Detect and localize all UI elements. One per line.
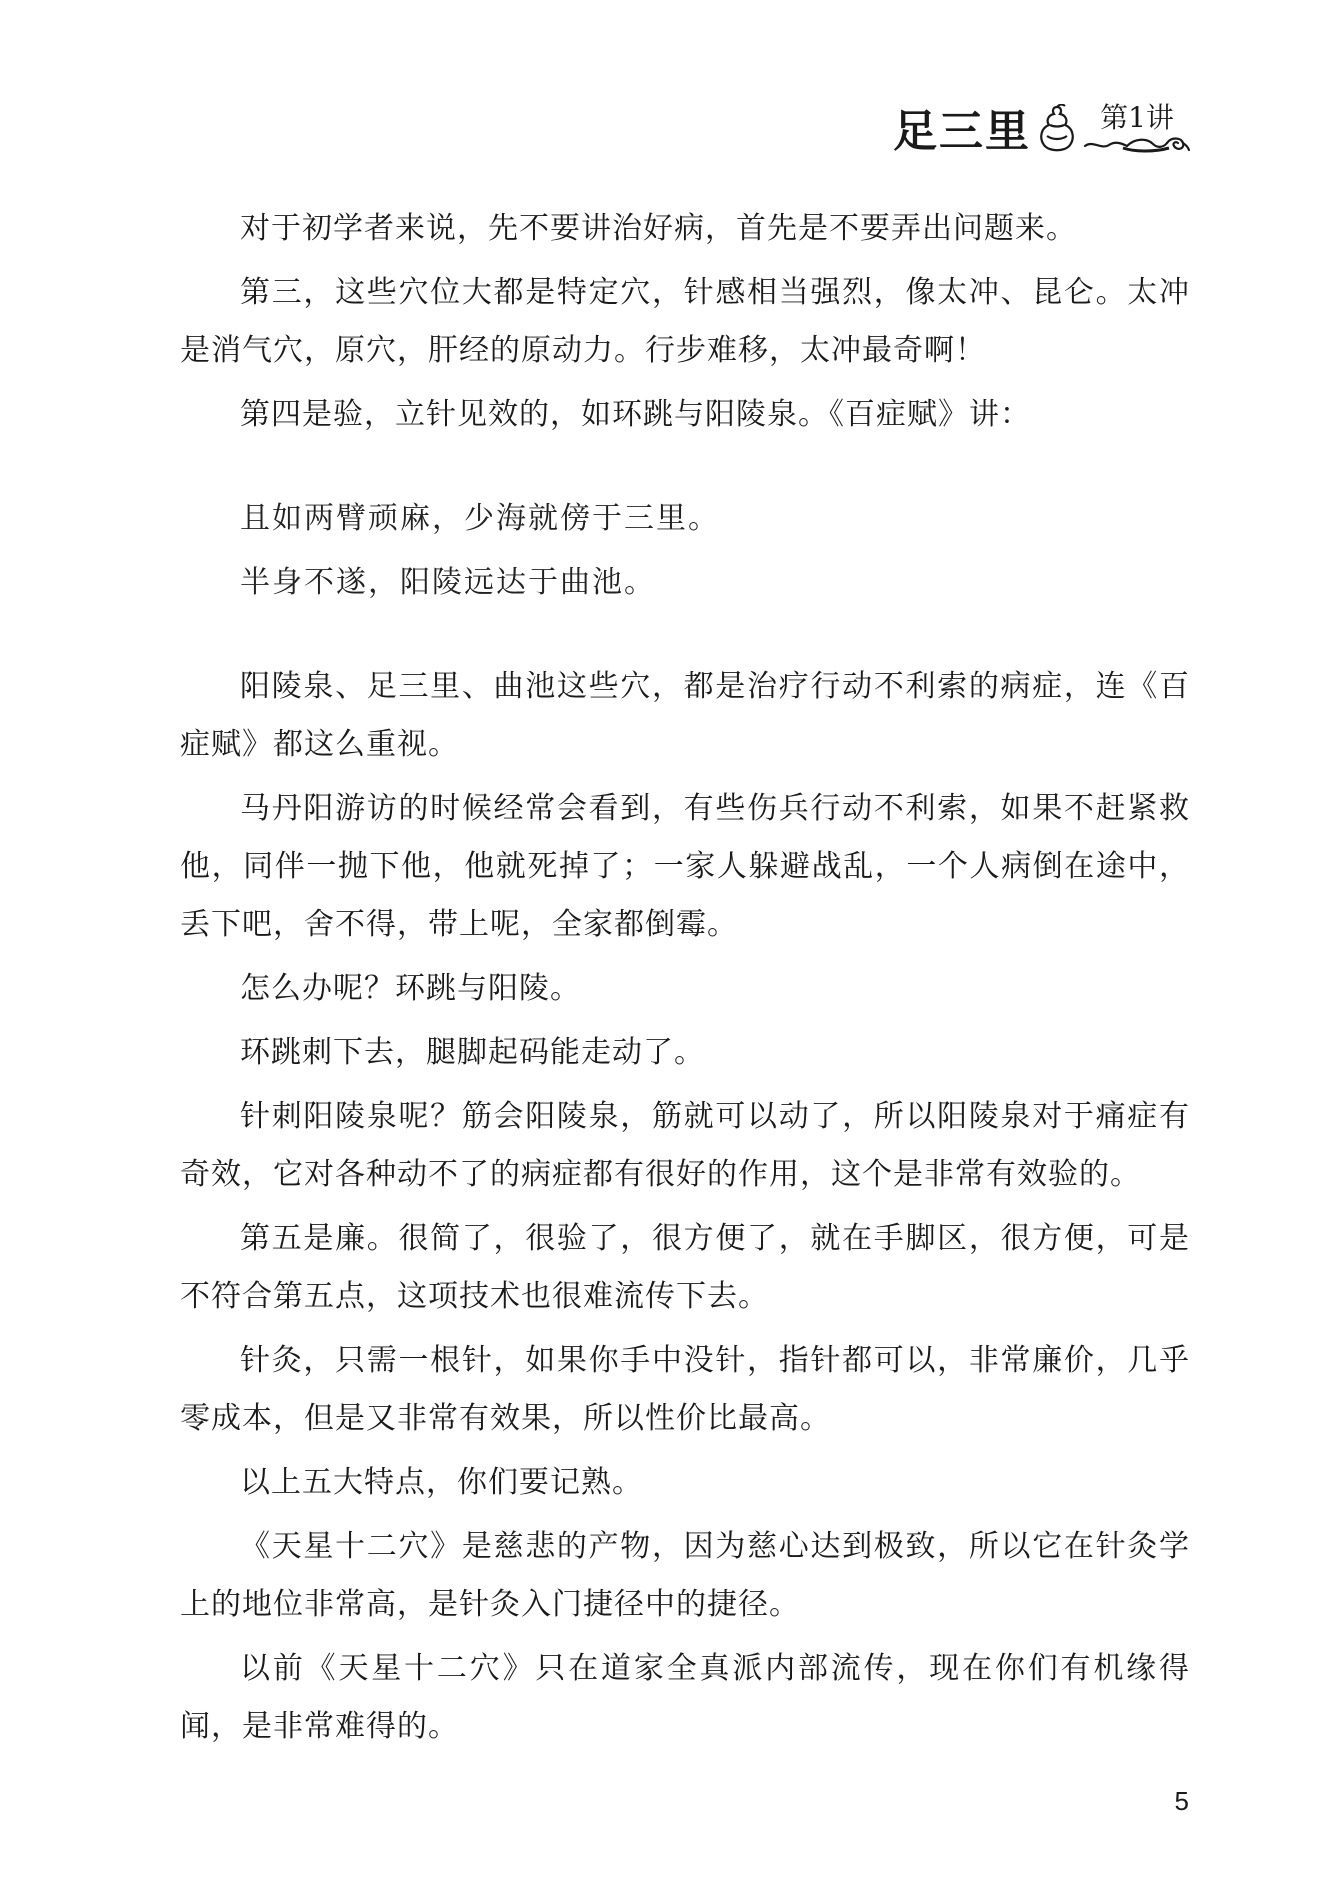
paragraph: 以前《天星十二穴》只在道家全真派内部流传，现在你们有机缘得闻，是非常难得的。 [180,1651,1190,1744]
paragraph: 《天星十二穴》是慈悲的产物，因为慈心达到极致，所以它在针灸学上的地位非常高，是针灸入门捷径中的捷径。 [180,1529,1190,1622]
quote-line: 半身不遂，阳陵远达于曲池。 [240,565,656,600]
quote-line: 且如两臂顽麻，少海就傍于三里。 [240,501,720,536]
paragraph: 马丹阳游访的时候经常会看到，有些伤兵行动不利索，如果不赶紧救他，同伴一抛下他，他就死掉了；一家人躲避战乱，一个人病倒在途中，丢下吧，舍不得，带上呢，全家都倒霉。 [180,791,1190,942]
lecture-label-group [1083,101,1191,154]
lecture-number: 第1讲 [1100,101,1174,134]
page-number: 5 [1174,1786,1189,1816]
chapter-title: 足三里 [893,106,1031,157]
paragraph: 第五是廉。很简了，很验了，很方便了，就在手脚区，很方便，可是不符合第五点，这项技术也很难流传下去。 [180,1221,1190,1314]
paragraph: 第三，这些穴位大都是特定穴，针感相当强烈，像太冲、昆仑。太冲是消气穴，原穴，肝经的原动力。行步难移，太冲最奇啊！ [180,275,1190,368]
running-header [893,101,1191,157]
paragraph: 针刺阳陵泉呢？筋会阳陵泉，筋就可以动了，所以阳陵泉对于痛症有奇效，它对各种动不了的病症都有很好的作用，这个是非常有效验的。 [180,1099,1190,1192]
paragraph: 阳陵泉、足三里、曲池这些穴，都是治疗行动不利索的病症，连《百症赋》都这么重视。 [180,669,1190,762]
paragraph: 环跳刺下去，腿脚起码能走动了。 [240,1035,705,1070]
paragraph: 对于初学者来说，先不要讲治好病，首先是不要弄出问题来。 [240,211,1077,246]
paragraph: 第四是验，立针见效的，如环跳与阳陵泉。《百症赋》讲： [240,397,1031,432]
quotation-block [180,490,1190,612]
gourd-icon [1035,104,1079,156]
cloud-swirl-icon [1083,134,1191,154]
paragraph: 怎么办呢？环跳与阳陵。 [240,971,581,1006]
paragraph: 针灸，只需一根针，如果你手中没针，指针都可以，非常廉价，几乎零成本，但是又非常有效果，所以性价比最高。 [180,1343,1190,1436]
body-text [180,200,1190,1762]
paragraph: 以上五大特点，你们要记熟。 [240,1465,643,1500]
